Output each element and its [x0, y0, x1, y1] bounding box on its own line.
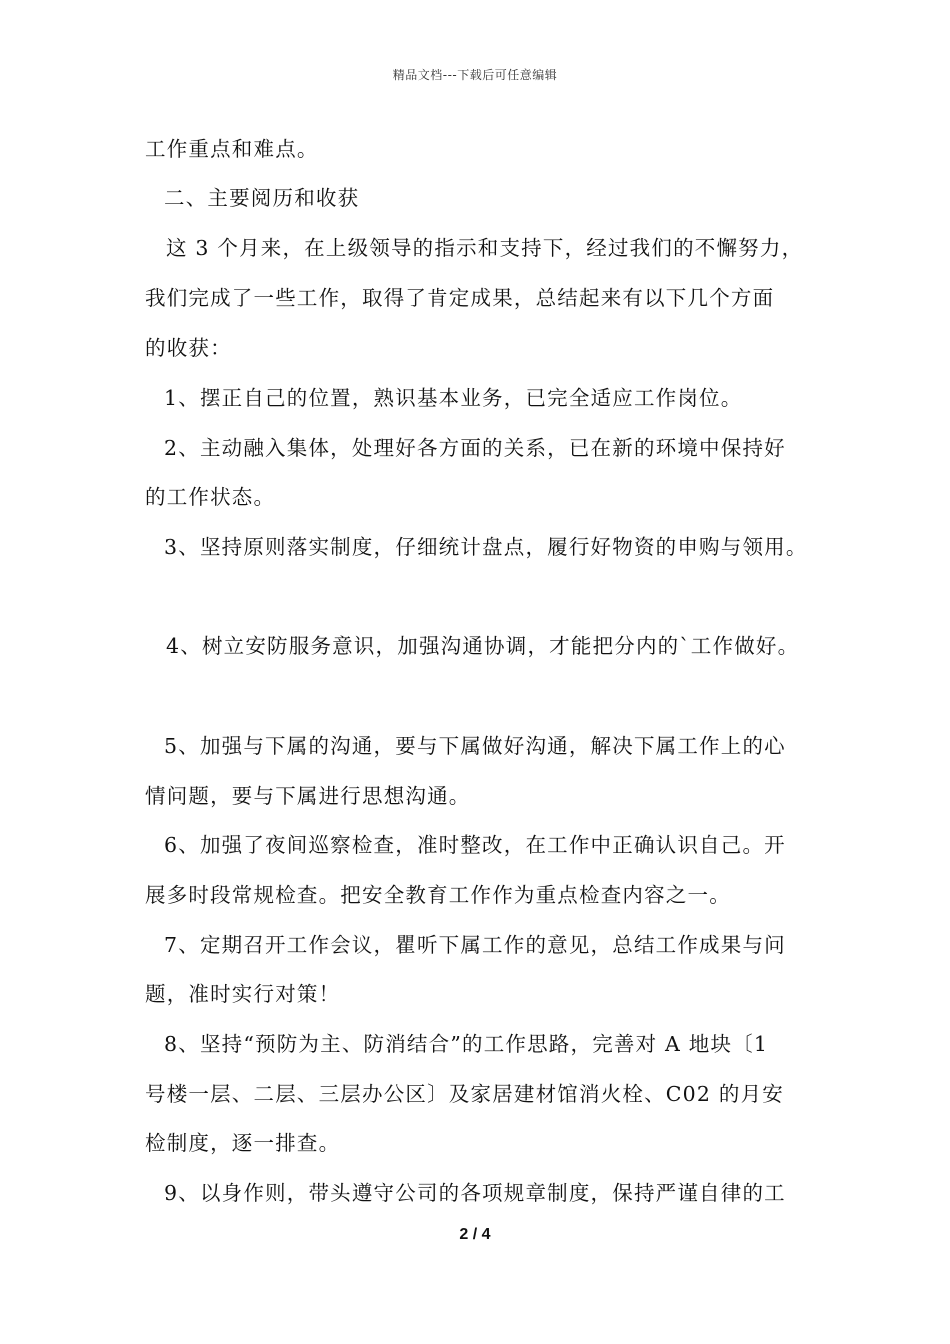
text-line: 这 3 个月来，在上级领导的指示和支持下，经过我们的不懈努力，: [166, 236, 804, 260]
list-item: 7、定期召开工作会议，瞿听下属工作的意见，总结工作成果与问: [164, 933, 786, 957]
list-item: 4、树立安防服务意识，加强沟通协调，才能把分内的`工作做好。: [166, 634, 800, 658]
list-item: 8、坚持“预防为主、防消结合”的工作思路，完善对 A 地块〔1: [164, 1032, 769, 1056]
text-line: 我们完成了一些工作，取得了肯定成果，总结起来有以下几个方面: [145, 286, 775, 310]
text-line: 情问题，要与下属进行思想沟通。: [145, 784, 471, 808]
text-line: 号楼一层、二层、三层办公区〕及家居建材馆消火栓、C02 的月安: [145, 1082, 784, 1106]
list-item: 2、主动融入集体，处理好各方面的关系，已在新的环境中保持好: [164, 436, 786, 460]
list-item: 9、以身作则，带头遵守公司的各项规章制度，保持严谨自律的工: [164, 1181, 786, 1205]
page-number: 2 / 4: [459, 1226, 491, 1243]
list-item: 5、加强与下属的沟通，要与下属做好沟通，解决下属工作上的心: [164, 734, 786, 758]
text-line: 展多时段常规检查。把安全教育工作作为重点检查内容之一。: [145, 883, 731, 907]
list-item: 1、摆正自己的位置，熟识基本业务，已完全适应工作岗位。: [164, 386, 743, 410]
text-line: 题，准时实行对策！: [145, 982, 341, 1006]
page-header: 精品文档---下载后可任意编辑: [392, 68, 558, 82]
text-line: 的收获：: [145, 336, 232, 360]
section-heading: 二、主要阅历和收获: [164, 186, 360, 210]
text-line: 工作重点和难点。: [145, 137, 319, 161]
text-line: 的工作状态。: [145, 485, 276, 509]
list-item: 6、加强了夜间巡察检查，准时整改，在工作中正确认识自己。开: [164, 833, 786, 857]
text-line: 检制度，逐一排查。: [145, 1131, 341, 1155]
list-item: 3、坚持原则落实制度，仔细统计盘点，履行好物资的申购与领用。: [164, 535, 808, 559]
